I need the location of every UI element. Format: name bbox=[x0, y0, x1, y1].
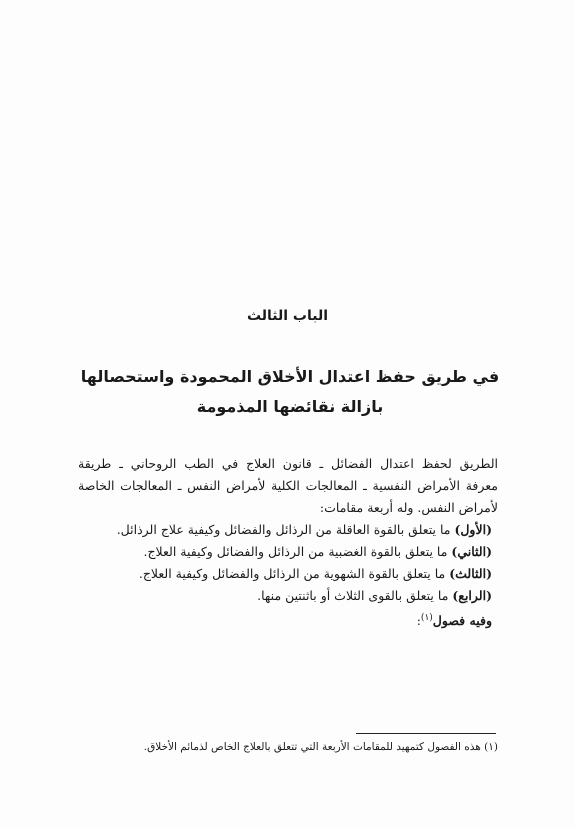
sections-line bbox=[78, 607, 498, 632]
sections-label: وفيه فصول bbox=[432, 613, 492, 629]
list-item-label: (الأول) bbox=[454, 522, 492, 537]
chapter-heading: الباب الثالث bbox=[246, 308, 329, 324]
chapter-title bbox=[60, 362, 520, 422]
list-item bbox=[78, 519, 498, 541]
footnote-ref: (١) bbox=[420, 613, 433, 623]
list-item-label: (الرابع) bbox=[452, 588, 492, 603]
sections-colon: : bbox=[416, 613, 421, 629]
intro-line-2: معرفة الأمراض النفسية ـ المعالجات الكلية لأمراض النفس ـ المعالجات الخاصة bbox=[78, 478, 498, 493]
chapter-title-line-1: في طريق حفظ اعتدال الأخلاق المحمودة واستحصالها bbox=[80, 367, 500, 386]
chapter-title-line-2: بازالة نقائضها المذمومة bbox=[196, 397, 384, 416]
list-item-text: ما يتعلق بالقوة العاقلة من الرذائل والفضائل وكيفية علاج الرذائل. bbox=[116, 522, 455, 537]
list-item-label: (الثاني) bbox=[451, 544, 492, 559]
footnote-rule bbox=[356, 733, 496, 734]
list-item-text: ما يتعلق بالقوة الشهوية من الرذائل والفضائل وكيفية العلاج. bbox=[138, 566, 450, 581]
intro-line-3: لأمراض النفس. وله أربعة مقامات: bbox=[319, 500, 498, 515]
intro-line-1: الطريق لحفظ اعتدال الفضائل ـ قانون العلاج في الطب الروحاني ـ طريقة bbox=[78, 456, 498, 471]
list-item-text: ما يتعلق بالقوى الثلاث أو باثنتين منها. bbox=[257, 588, 453, 603]
list-item-label: (الثالث) bbox=[449, 566, 492, 581]
list-item bbox=[78, 585, 498, 607]
list-item bbox=[78, 541, 498, 563]
footnote: (١) هذه الفصول كتمهيد للمقامات الأربعة التي تتعلق بالعلاج الخاص لذمائم الأخلاق. bbox=[143, 741, 498, 753]
list-item bbox=[78, 563, 498, 585]
list-item-text: ما يتعلق بالقوة الغضبية من الرذائل والفضائل وكيفية العلاج. bbox=[143, 544, 452, 559]
body-text bbox=[78, 453, 498, 632]
